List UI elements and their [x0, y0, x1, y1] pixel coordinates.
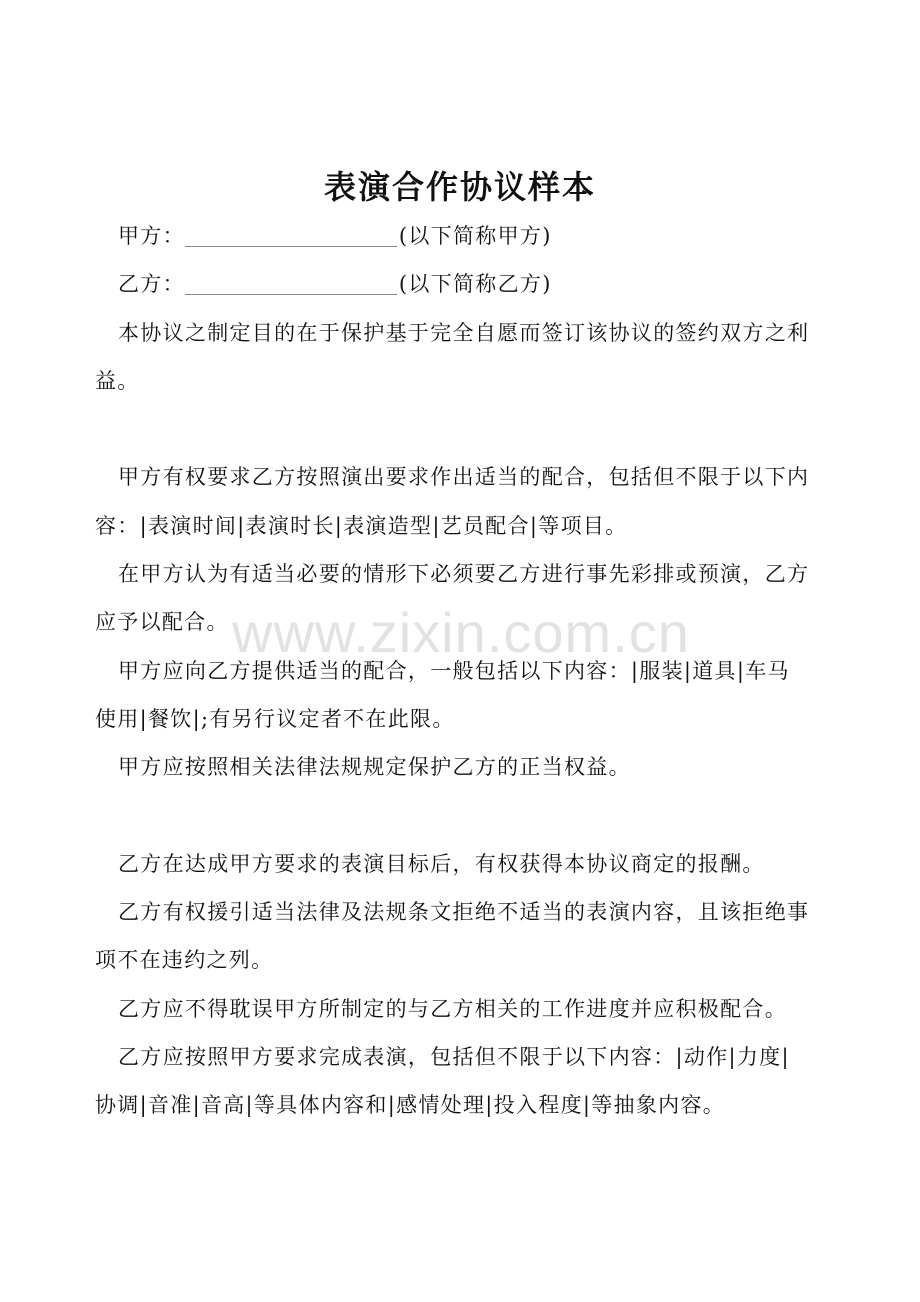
paragraph-line: 甲方应按照相关法律法规规定保护乙方的正当权益。 [118, 755, 631, 780]
paragraph-line: 益。 [95, 368, 140, 393]
paragraph-line: 本协议之制定目的在于保护基于完全自愿而签订该协议的签约双方之利 [118, 320, 810, 345]
paragraph-line: 容：|表演时间|表演时长|表演造型|艺员配合|等项目。 [95, 513, 628, 538]
party-b-line [95, 260, 840, 308]
paragraph-line: 协调|音准|音高|等具体内容和|感情处理|投入程度|等抽象内容。 [95, 1093, 726, 1118]
party-b-blank[interactable] [185, 276, 397, 295]
document-body [95, 212, 840, 1130]
party-a-suffix: (以下简称甲方) [398, 224, 552, 248]
party-a-line [95, 212, 840, 260]
paragraph-line: 乙方应不得耽误甲方所制定的与乙方相关的工作进度并应积极配合。 [118, 996, 787, 1021]
watermark: www.zixin.com.cn [232, 601, 690, 664]
paragraph-line: 甲方有权要求乙方按照演出要求作出适当的配合，包括但不限于以下内 [118, 465, 810, 490]
paragraph-line: 甲方应向乙方提供适当的配合，一般包括以下内容：|服装|道具|车马 [118, 658, 790, 683]
paragraph-line: 在甲方认为有适当必要的情形下必须要乙方进行事先彩排或预演，乙方 [118, 562, 810, 587]
blank-line [95, 405, 840, 453]
paragraph-line: 项不在违约之列。 [95, 948, 274, 973]
party-a-blank[interactable] [185, 228, 397, 247]
paragraph-line: 乙方有权援引适当法律及法规条文拒绝不适当的表演内容，且该拒绝事 [118, 900, 810, 925]
paragraph-line: 乙方在达成甲方要求的表演目标后，有权获得本协议商定的报酬。 [118, 851, 765, 876]
paragraph-line: 乙方应按照甲方要求完成表演，包括但不限于以下内容：|动作|力度| [118, 1045, 790, 1070]
party-b-label: 乙方： [118, 272, 185, 297]
paragraph-line: 应予以配合。 [95, 610, 229, 635]
document-title: 表演合作协议样本 [323, 168, 596, 206]
party-a-label: 甲方： [118, 224, 185, 248]
party-b-suffix: (以下简称乙方) [398, 272, 552, 297]
paragraph-line: 使用|餐饮|;有另行议定者不在此限。 [95, 706, 455, 731]
blank-line [95, 792, 840, 840]
